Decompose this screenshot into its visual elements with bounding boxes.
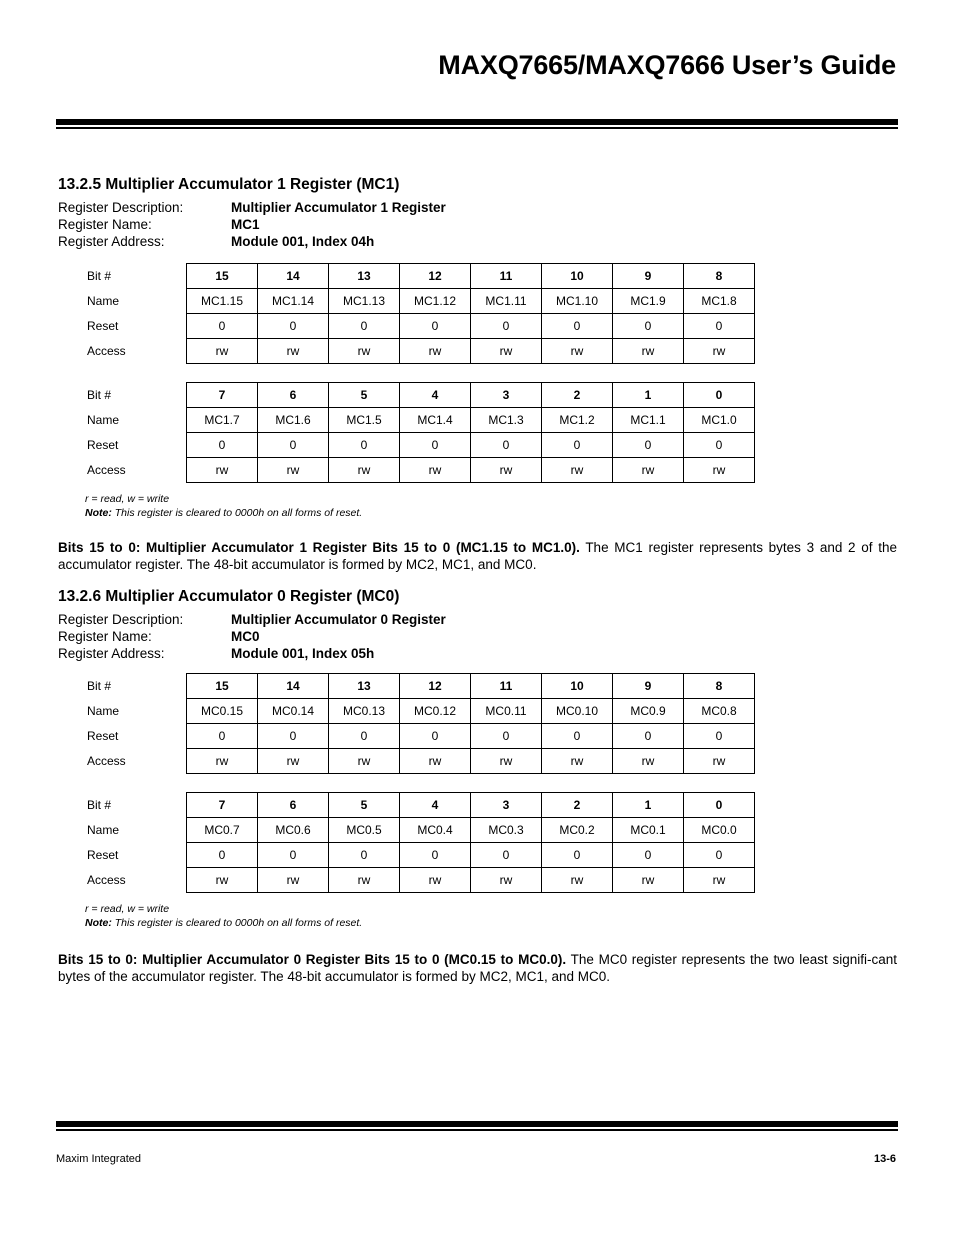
- access-type-cell: rw: [400, 749, 471, 774]
- description-text: The MC1 register represents bytes 3 and 2 of the accumulator register. The 48-bit accumulator is formed by MC2, MC1, and MC0.: [58, 540, 897, 572]
- description-lead: Bits 15 to 0: Multiplier Accumulator 1 Register Bits 15 to 0 (MC1.15 to MC1.0).: [58, 540, 580, 555]
- access-type-cell: rw: [613, 339, 684, 364]
- access-type-cell: rw: [471, 458, 542, 483]
- access-type-cell: rw: [329, 458, 400, 483]
- bit-name-cell: MC1.14: [258, 289, 329, 314]
- reset-value-cell: 0: [542, 314, 613, 339]
- field-label: Register Name:: [58, 629, 152, 644]
- description-text: The MC0 register represents the two least signifi-cant bytes of the accumulator register. The 48-bit accumulator is formed by MC2, MC1, and MC0.: [58, 952, 897, 984]
- bit-number-cell: 5: [329, 793, 400, 818]
- reset-value-cell: 0: [613, 314, 684, 339]
- field-value: MC1: [231, 217, 260, 232]
- bit-name-cell: MC1.12: [400, 289, 471, 314]
- access-type-cell: rw: [684, 458, 755, 483]
- reset-value-cell: 0: [329, 433, 400, 458]
- bit-number-cell: 10: [542, 264, 613, 289]
- register-description-row: [58, 199, 446, 216]
- document-title: MAXQ7665/MAXQ7666 User’s Guide: [438, 50, 896, 80]
- bit-number-cell: 14: [258, 674, 329, 699]
- footer-company: Maxim Integrated: [56, 1153, 141, 1165]
- row-label: Name: [87, 704, 120, 718]
- reset-value-cell: 0: [329, 843, 400, 868]
- register-info-mc1: [58, 199, 446, 250]
- bit-table: [87, 263, 755, 364]
- bit-name-row: [87, 818, 755, 843]
- reset-value-row: [87, 433, 755, 458]
- bit-name-cell: MC1.10: [542, 289, 613, 314]
- bit-name-cell: MC1.5: [329, 408, 400, 433]
- access-type-cell: rw: [471, 749, 542, 774]
- reset-value-cell: 0: [329, 724, 400, 749]
- bit-name-cell: MC0.13: [329, 699, 400, 724]
- bit-name-cell: MC0.8: [684, 699, 755, 724]
- note-text: This register is cleared to 0000h on all forms of reset.: [111, 917, 363, 929]
- register-address-row: [58, 645, 446, 662]
- reset-value-cell: 0: [613, 843, 684, 868]
- access-type-row: [87, 749, 755, 774]
- reset-value-cell: 0: [258, 314, 329, 339]
- reset-value-cell: 0: [542, 843, 613, 868]
- bit-number-cell: 12: [400, 674, 471, 699]
- field-value: Module 001, Index 04h: [231, 234, 375, 249]
- access-type-row: [87, 339, 755, 364]
- access-type-cell: rw: [329, 339, 400, 364]
- section-title-mc1: 13.2.5 Multiplier Accumulator 1 Register (MC1): [58, 176, 400, 193]
- access-type-cell: rw: [542, 339, 613, 364]
- field-label: Register Description:: [58, 612, 184, 627]
- bit-number-cell: 8: [684, 264, 755, 289]
- field-label: Register Address:: [58, 234, 165, 249]
- bit-name-cell: MC1.6: [258, 408, 329, 433]
- reset-value-cell: 0: [400, 843, 471, 868]
- bit-name-cell: MC0.0: [684, 818, 755, 843]
- bit-number-row: [87, 383, 755, 408]
- reset-value-cell: 0: [613, 433, 684, 458]
- access-type-row: [87, 458, 755, 483]
- bit-name-cell: MC0.5: [329, 818, 400, 843]
- bit-name-cell: MC1.8: [684, 289, 755, 314]
- bit-number-cell: 9: [613, 264, 684, 289]
- reset-value-row: [87, 314, 755, 339]
- access-type-cell: rw: [258, 749, 329, 774]
- bit-number-cell: 1: [613, 383, 684, 408]
- note-text: This register is cleared to 0000h on all forms of reset.: [111, 507, 363, 519]
- bit-number-cell: 2: [542, 383, 613, 408]
- access-type-cell: rw: [258, 868, 329, 893]
- reset-value-cell: 0: [258, 433, 329, 458]
- register-address-row: [58, 233, 446, 250]
- row-label: Access: [87, 463, 126, 477]
- table-notes-mc1: [85, 492, 362, 520]
- access-type-cell: rw: [187, 339, 258, 364]
- register-info-mc0: [58, 611, 446, 662]
- register-table: [87, 792, 757, 893]
- field-label: Register Address:: [58, 646, 165, 661]
- reset-value-cell: 0: [400, 724, 471, 749]
- bit-name-cell: MC0.7: [187, 818, 258, 843]
- bit-number-cell: 0: [684, 793, 755, 818]
- access-type-cell: rw: [400, 458, 471, 483]
- bit-name-cell: MC0.11: [471, 699, 542, 724]
- bit-number-cell: 3: [471, 793, 542, 818]
- register-table: [87, 263, 757, 364]
- page-number: 13-6: [873, 1153, 896, 1165]
- access-type-cell: rw: [542, 749, 613, 774]
- row-label: Reset: [87, 848, 119, 862]
- bit-description-mc0: [58, 951, 897, 985]
- bit-number-cell: 15: [187, 264, 258, 289]
- reset-value-cell: 0: [613, 724, 684, 749]
- bit-number-cell: 5: [329, 383, 400, 408]
- bit-name-cell: MC0.10: [542, 699, 613, 724]
- bit-number-cell: 11: [471, 264, 542, 289]
- bit-number-cell: 13: [329, 264, 400, 289]
- bit-name-cell: MC0.1: [613, 818, 684, 843]
- bit-number-cell: 9: [613, 674, 684, 699]
- reset-value-cell: 0: [400, 433, 471, 458]
- bit-number-cell: 11: [471, 674, 542, 699]
- row-label: Name: [87, 294, 120, 308]
- row-label: Bit #: [87, 269, 112, 283]
- field-value: MC0: [231, 629, 260, 644]
- bit-name-cell: MC1.3: [471, 408, 542, 433]
- access-type-row: [87, 868, 755, 893]
- reset-value-cell: 0: [187, 843, 258, 868]
- access-type-cell: rw: [613, 749, 684, 774]
- bit-name-cell: MC1.0: [684, 408, 755, 433]
- bit-name-cell: MC0.2: [542, 818, 613, 843]
- reset-value-row: [87, 843, 755, 868]
- reset-value-cell: 0: [187, 314, 258, 339]
- reset-value-cell: 0: [684, 843, 755, 868]
- bit-number-cell: 4: [400, 793, 471, 818]
- bit-table: [87, 792, 755, 893]
- bit-number-cell: 0: [684, 383, 755, 408]
- reset-value-cell: 0: [684, 433, 755, 458]
- row-label: Name: [87, 823, 120, 837]
- bit-number-row: [87, 264, 755, 289]
- access-legend: r = read, w = write: [85, 493, 170, 505]
- bit-name-row: [87, 408, 755, 433]
- bit-number-cell: 6: [258, 383, 329, 408]
- access-type-cell: rw: [258, 458, 329, 483]
- row-label: Access: [87, 873, 126, 887]
- reset-value-cell: 0: [187, 724, 258, 749]
- reset-value-cell: 0: [684, 724, 755, 749]
- bit-number-cell: 10: [542, 674, 613, 699]
- bit-table: [87, 673, 755, 774]
- access-type-cell: rw: [613, 868, 684, 893]
- row-label: Bit #: [87, 388, 112, 402]
- reset-value-cell: 0: [187, 433, 258, 458]
- bit-name-cell: MC0.15: [187, 699, 258, 724]
- field-value: Multiplier Accumulator 0 Register: [231, 612, 446, 627]
- access-type-cell: rw: [187, 458, 258, 483]
- reset-note: [85, 506, 362, 520]
- bit-number-cell: 15: [187, 674, 258, 699]
- row-label: Name: [87, 413, 120, 427]
- register-description-row: [58, 611, 446, 628]
- bit-name-cell: MC1.15: [187, 289, 258, 314]
- bit-name-cell: MC0.14: [258, 699, 329, 724]
- access-legend: r = read, w = write: [85, 903, 170, 915]
- footer-rule: [56, 1121, 898, 1131]
- access-type-cell: rw: [187, 868, 258, 893]
- reset-value-cell: 0: [471, 314, 542, 339]
- reset-value-cell: 0: [258, 724, 329, 749]
- access-type-cell: rw: [684, 749, 755, 774]
- bit-number-cell: 13: [329, 674, 400, 699]
- field-label: Register Name:: [58, 217, 152, 232]
- bit-number-cell: 1: [613, 793, 684, 818]
- table-notes-mc0: [85, 902, 362, 930]
- field-label: Register Description:: [58, 200, 184, 215]
- register-table: [87, 673, 757, 774]
- bit-name-cell: MC0.4: [400, 818, 471, 843]
- row-label: Bit #: [87, 679, 112, 693]
- reset-note: [85, 916, 362, 930]
- bit-number-cell: 7: [187, 793, 258, 818]
- note-label: Note:: [85, 917, 112, 929]
- access-type-cell: rw: [471, 339, 542, 364]
- access-type-cell: rw: [329, 749, 400, 774]
- bit-name-cell: MC1.7: [187, 408, 258, 433]
- description-lead: Bits 15 to 0: Multiplier Accumulator 0 Register Bits 15 to 0 (MC0.15 to MC0.0).: [58, 952, 567, 967]
- reset-value-cell: 0: [542, 724, 613, 749]
- bit-name-cell: MC0.3: [471, 818, 542, 843]
- bit-name-cell: MC0.12: [400, 699, 471, 724]
- bit-name-cell: MC0.6: [258, 818, 329, 843]
- access-type-cell: rw: [187, 749, 258, 774]
- access-type-cell: rw: [542, 458, 613, 483]
- reset-value-cell: 0: [400, 314, 471, 339]
- register-name-row: [58, 628, 446, 645]
- bit-number-row: [87, 793, 755, 818]
- row-label: Bit #: [87, 798, 112, 812]
- access-type-cell: rw: [471, 868, 542, 893]
- access-type-cell: rw: [329, 868, 400, 893]
- bit-table: [87, 382, 755, 483]
- access-type-cell: rw: [684, 868, 755, 893]
- header-rule: [56, 119, 898, 129]
- access-type-cell: rw: [613, 458, 684, 483]
- bit-number-cell: 7: [187, 383, 258, 408]
- bit-name-row: [87, 699, 755, 724]
- register-name-row: [58, 216, 446, 233]
- bit-number-cell: 3: [471, 383, 542, 408]
- access-type-cell: rw: [542, 868, 613, 893]
- reset-value-cell: 0: [471, 843, 542, 868]
- bit-description-mc1: [58, 539, 897, 573]
- bit-name-cell: MC0.9: [613, 699, 684, 724]
- register-table: [87, 382, 757, 483]
- access-type-cell: rw: [258, 339, 329, 364]
- bit-number-cell: 14: [258, 264, 329, 289]
- reset-value-cell: 0: [542, 433, 613, 458]
- access-type-cell: rw: [400, 868, 471, 893]
- row-label: Access: [87, 344, 126, 358]
- reset-value-cell: 0: [471, 433, 542, 458]
- bit-name-cell: MC1.13: [329, 289, 400, 314]
- bit-name-cell: MC1.4: [400, 408, 471, 433]
- bit-number-cell: 4: [400, 383, 471, 408]
- reset-value-row: [87, 724, 755, 749]
- reset-value-cell: 0: [684, 314, 755, 339]
- reset-value-cell: 0: [329, 314, 400, 339]
- bit-number-cell: 2: [542, 793, 613, 818]
- bit-number-cell: 6: [258, 793, 329, 818]
- section-title-mc0: 13.2.6 Multiplier Accumulator 0 Register (MC0): [58, 588, 400, 605]
- field-value: Module 001, Index 05h: [231, 646, 375, 661]
- bit-name-cell: MC1.1: [613, 408, 684, 433]
- bit-number-cell: 8: [684, 674, 755, 699]
- note-label: Note:: [85, 507, 112, 519]
- row-label: Reset: [87, 319, 119, 333]
- row-label: Reset: [87, 729, 119, 743]
- access-type-cell: rw: [684, 339, 755, 364]
- bit-name-cell: MC1.2: [542, 408, 613, 433]
- bit-name-cell: MC1.11: [471, 289, 542, 314]
- field-value: Multiplier Accumulator 1 Register: [231, 200, 446, 215]
- row-label: Access: [87, 754, 126, 768]
- reset-value-cell: 0: [471, 724, 542, 749]
- access-type-cell: rw: [400, 339, 471, 364]
- reset-value-cell: 0: [258, 843, 329, 868]
- bit-number-cell: 12: [400, 264, 471, 289]
- bit-name-row: [87, 289, 755, 314]
- row-label: Reset: [87, 438, 119, 452]
- bit-number-row: [87, 674, 755, 699]
- bit-name-cell: MC1.9: [613, 289, 684, 314]
